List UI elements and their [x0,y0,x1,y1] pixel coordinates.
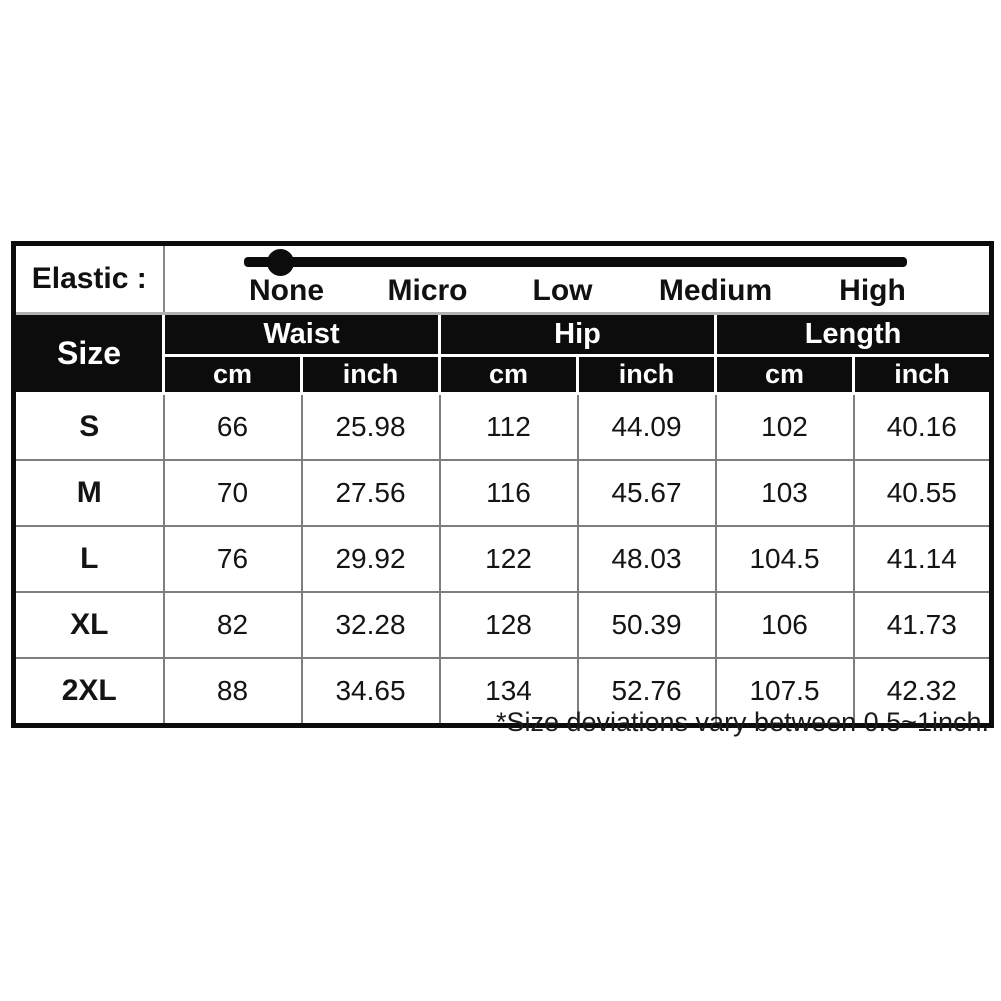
length-cm-cell: 102 [716,394,854,461]
hip-cm-header: cm [440,356,578,394]
hip-inch-cell: 52.76 [578,658,716,726]
hip-cm-cell: 122 [440,526,578,592]
length-group-header: Length [716,314,992,356]
length-inch-cell: 42.32 [854,658,992,726]
length-inch-cell: 41.14 [854,526,992,592]
waist-cm-cell: 70 [164,460,302,526]
waist-cm-header: cm [164,356,302,394]
group-header-row [14,314,992,356]
length-inch-cell: 41.73 [854,592,992,658]
table-row-xl [14,592,992,658]
hip-inch-cell: 50.39 [578,592,716,658]
elastic-level-low: Low [532,274,593,307]
hip-group-header: Hip [440,314,716,356]
elastic-level-labels [165,273,990,309]
table-row-m [14,460,992,526]
length-cm-cell: 104.5 [716,526,854,592]
hip-inch-header: inch [578,356,716,394]
waist-inch-cell: 34.65 [302,658,440,726]
hip-cm-cell: 116 [440,460,578,526]
slider-handle-icon [267,249,294,276]
hip-inch-cell: 45.67 [578,460,716,526]
elastic-level-medium: Medium [658,274,773,307]
length-inch-cell: 40.55 [854,460,992,526]
size-cell: L [14,526,164,592]
slider-track [244,257,907,267]
size-cell: XL [14,592,164,658]
waist-inch-cell: 27.56 [302,460,440,526]
hip-inch-cell: 48.03 [578,526,716,592]
elastic-level-micro: Micro [387,274,468,307]
size-cell: S [14,394,164,461]
length-cm-header: cm [716,356,854,394]
elastic-row [14,244,992,314]
size-column-header: Size [14,314,164,394]
table-row-s [14,394,992,461]
hip-cm-cell: 128 [440,592,578,658]
size-cell: 2XL [14,658,164,726]
length-cm-cell: 107.5 [716,658,854,726]
waist-cm-cell: 66 [164,394,302,461]
length-inch-cell: 40.16 [854,394,992,461]
hip-cm-cell: 134 [440,658,578,726]
waist-inch-cell: 25.98 [302,394,440,461]
waist-cm-cell: 76 [164,526,302,592]
length-cm-cell: 103 [716,460,854,526]
waist-cm-cell: 82 [164,592,302,658]
hip-cm-cell: 112 [440,394,578,461]
size-chart-table [11,241,994,728]
hip-inch-cell: 44.09 [578,394,716,461]
waist-cm-cell: 88 [164,658,302,726]
waist-inch-header: inch [302,356,440,394]
size-cell: M [14,460,164,526]
waist-inch-cell: 32.28 [302,592,440,658]
elastic-slider [165,247,990,311]
elastic-level-high: High [839,274,906,307]
elastic-label: Elastic : [14,244,164,314]
size-deviation-footnote: *Size deviations vary between 0.5~1inch. [495,707,989,737]
elastic-slider-cell [164,244,992,314]
waist-inch-cell: 29.92 [302,526,440,592]
waist-group-header: Waist [164,314,440,356]
length-cm-cell: 106 [716,592,854,658]
elastic-level-none: None [249,274,324,307]
table-row-l [14,526,992,592]
length-inch-header: inch [854,356,992,394]
